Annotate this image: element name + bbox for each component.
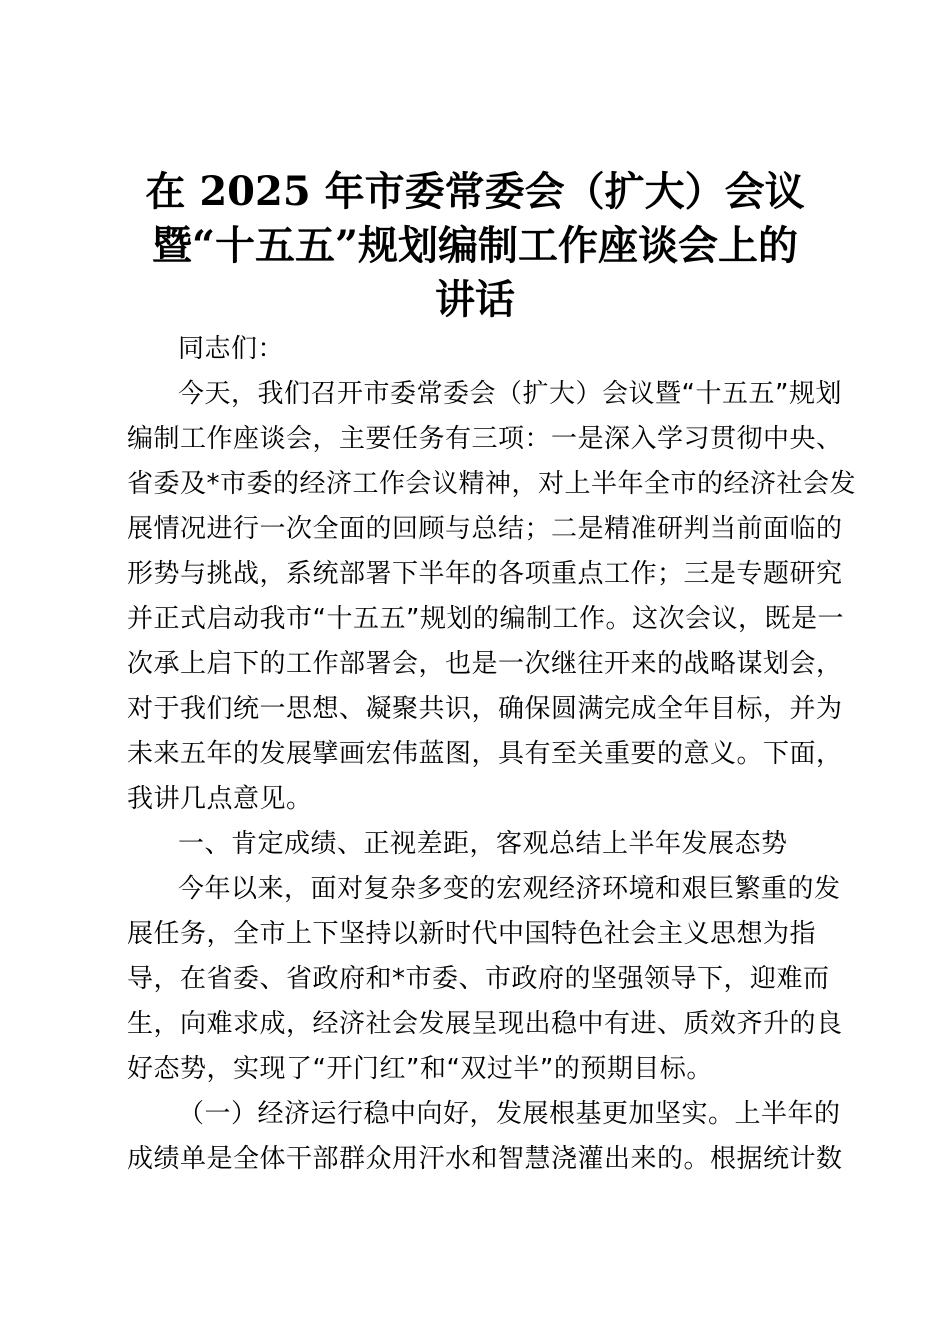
paragraph-line: 形势与挑战，系统部署下半年的各项重点工作；三是专题研究	[127, 559, 843, 589]
paragraph-line: 生，向难求成，经济社会发展呈现出稳中有进、质效齐升的良	[127, 1009, 843, 1039]
salutation: 同志们：	[178, 334, 285, 364]
paragraph-line: 好态势，实现了“开门红”和“双过半”的预期目标。	[127, 1054, 713, 1084]
section-heading: 一、肯定成绩、正视差距，客观总结上半年发展态势	[178, 829, 788, 859]
paragraph-line: 展任务，全市上下坚持以新时代中国特色社会主义思想为指	[127, 919, 817, 949]
paragraph-line: 我讲几点意见。	[127, 784, 313, 814]
paragraph-line: 对于我们统一思想、凝聚共识，确保圆满完成全年目标，并为	[127, 694, 843, 724]
paragraph-line: 省委及*市委的经济工作会议精神，对上半年全市的经济社会发	[127, 469, 857, 499]
document-title-line-1: 在 2025 年市委常委会（扩大）会议	[145, 168, 805, 215]
paragraph-line: 并正式启动我市“十五五”规划的编制工作。这次会议，既是一	[127, 604, 844, 634]
paragraph-line: 今年以来，面对复杂多变的宏观经济环境和艰巨繁重的发	[178, 874, 841, 904]
document-title-line-3: 讲话	[435, 276, 515, 323]
paragraph-line: 成绩单是全体干部群众用汗水和智慧浇灌出来的。根据统计数	[127, 1144, 843, 1174]
paragraph-line: 未来五年的发展擘画宏伟蓝图，具有至关重要的意义。下面，	[127, 739, 843, 769]
paragraph-line: 导，在省委、省政府和*市委、市政府的坚强领导下，迎难而	[127, 964, 830, 994]
paragraph-line: 今天，我们召开市委常委会（扩大）会议暨“十五五”规划	[178, 379, 842, 409]
subsection-line: （一）经济运行稳中向好，发展根基更加坚实。上半年的	[178, 1099, 841, 1129]
paragraph-line: 编制工作座谈会，主要任务有三项：一是深入学习贯彻中央、	[127, 424, 843, 454]
paragraph-line: 展情况进行一次全面的回顾与总结；二是精准研判当前面临的	[127, 514, 843, 544]
paragraph-line: 次承上启下的工作部署会，也是一次继往开来的战略谋划会，	[127, 649, 843, 679]
document-title-line-2: 暨“十五五”规划编制工作座谈会上的	[151, 222, 798, 269]
